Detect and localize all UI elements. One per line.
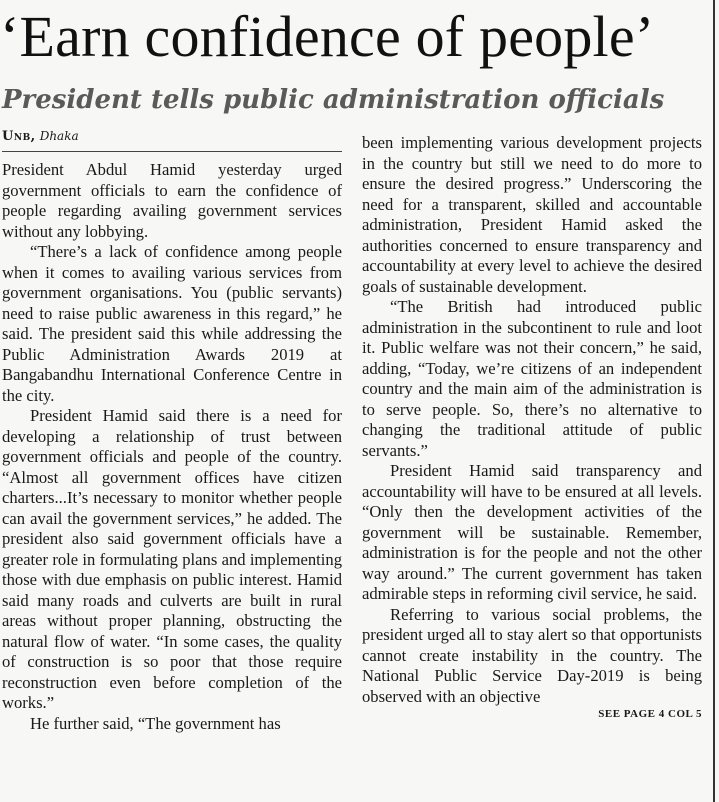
byline	[2, 128, 79, 145]
continued-jump-line: SEE PAGE 4 COL 5	[598, 708, 702, 720]
article-column-left	[2, 160, 342, 734]
paragraph: President Abdul Hamid yesterday urged government officials to earn the confidence of people regarding availing government services without any lobbying.	[2, 160, 342, 241]
paragraph: “There’s a lack of confidence among people when it comes to availing various services from government organisations. You (public servants) need to raise public awareness in this regard,” he said. The president said this while addressing the Public Administration Awards 2019 at Bangabandhu International Conference Centre in the city.	[2, 242, 342, 405]
paragraph: “The British had introduced public administration in the subcontinent to rule and loot it. Public welfare was not their concern,” he said, adding, “Today, we’re citizens of an independent country and the main aim of the administration is to serve people. So, there’s no alternative to changing the traditional attitude of public servants.”	[362, 297, 702, 460]
paragraph: President Hamid said transparency and accountability will have to be ensured at all levels. “Only then the development activities of the government will be sustainable. Remember, administration is for the people and not the other way around.” The current government has taken admirable steps in reforming civil service, he said.	[362, 461, 702, 603]
subheadline: President tells public administration officials	[2, 85, 665, 115]
paragraph: been implementing various development projects in the country but still we need to do more to ensure the desired progress.” Underscoring the need for a transparent, skilled and accountable administration, President Hamid asked the authorities concerned to ensure transparency and accountability at every level to achieve the desired goals of sustainable development.	[362, 133, 702, 296]
paragraph: Referring to various social problems, the president urged all to stay alert so that opportunists cannot create instability in the country. The National Public Service Day-2019 is being observed with an objective	[362, 604, 702, 706]
paragraph: He further said, “The government has	[30, 713, 281, 733]
paragraph: President Hamid said there is a need for developing a relationship of trust between government officials and people of the country. “Almost all government offices have citizen charters...It’s necessary to monitor whether people can avail the government services,” he added. The president also said government officials have a greater role in formulating plans and implementing those with due emphasis on public interest. Hamid said many roads and culverts are built in rural areas without proper planning, obstructing the natural flow of water. “In some cases, the quality of construction is so poor that those require reconstruction even before completion of the works.”	[2, 406, 342, 712]
column-rule	[713, 0, 715, 802]
byline-agency: Unb,	[2, 129, 36, 144]
byline-location: Dhaka	[39, 129, 79, 143]
headline: ‘Earn confidence of people’	[0, 4, 655, 69]
byline-divider	[2, 151, 342, 152]
article-column-right	[362, 133, 702, 721]
